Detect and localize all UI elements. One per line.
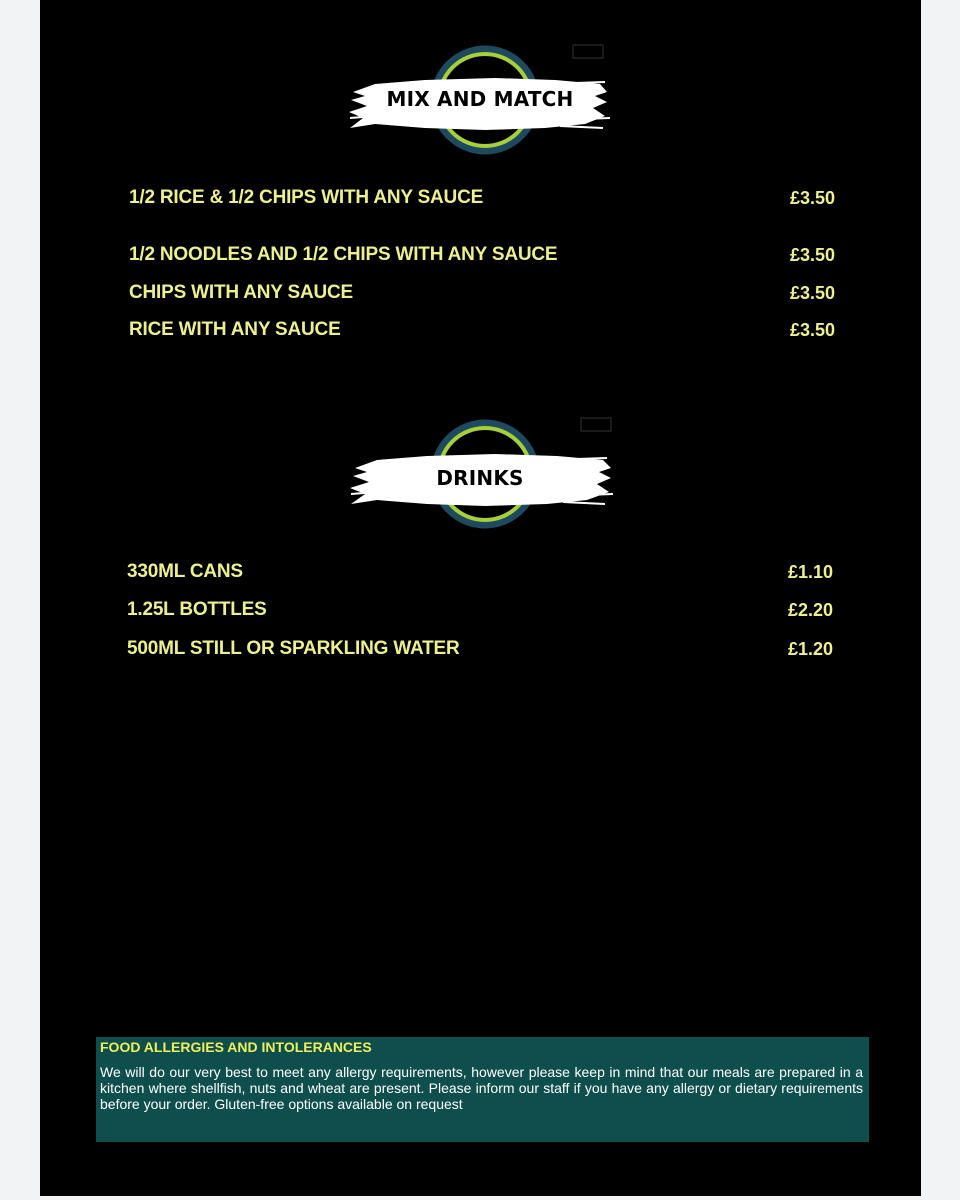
section-title: DRINKS [436,466,524,490]
menu-item-price: £1.10 [787,562,833,582]
menu-item-price: £2.20 [787,600,833,620]
section-title: MIX AND MATCH [386,87,574,111]
menu-item-name: 1/2 RICE & 1/2 CHIPS WITH ANY SAUCE [129,187,484,208]
menu-item-price: £3.50 [789,320,835,340]
menu-item-name: CHIPS WITH ANY SAUCE [129,282,354,303]
allergy-notice [96,1037,869,1142]
menu-item-name: 330ML CANS [127,561,243,582]
allergy-title: FOOD ALLERGIES AND INTOLERANCES [100,1039,372,1055]
section-header-mix-and-match [345,40,615,160]
allergy-text: We will do our very best to meet any allergy requirements, however please keep in mind that our meals are prepared in a kitchen where shellfish, nuts and wheat are present. Please inform our staff if you have any allergy or dietary requirements before your order. Gluten-free options available on request [100,1064,863,1112]
menu-item-name: 500ML STILL OR SPARKLING WATER [127,638,460,659]
menu-item-price: £3.50 [789,245,835,265]
menu-item-name: 1.25L BOTTLES [127,599,267,620]
menu-item-price: £1.20 [787,639,833,659]
menu-item-price: £3.50 [789,188,835,208]
menu-item-price: £3.50 [789,283,835,303]
menu-page [40,0,921,1196]
menu-item-name: 1/2 NOODLES AND 1/2 CHIPS WITH ANY SAUCE [129,244,558,265]
menu-item-name: RICE WITH ANY SAUCE [129,319,341,340]
section-header-drinks [345,414,615,534]
